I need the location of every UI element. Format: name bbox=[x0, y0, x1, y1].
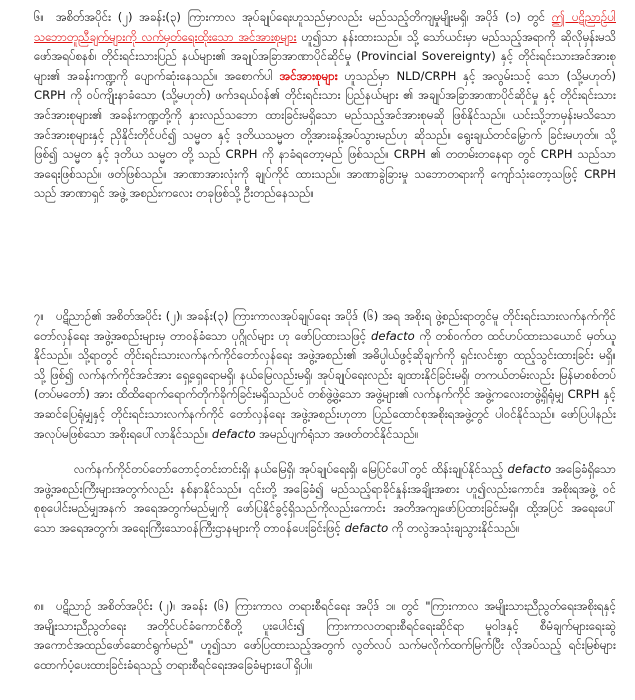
text-run: ဟူသည်မှာ NLD/CRPH နှင့် အလွမ်းသင့် သော (သို့မဟုတ်) CRPH ကို ဝပ်ကျိုးနာခံသော (သို့မဟုတ်) ဖက်ဒရယ်ဝန်၏ တိုင်းရင်းသား ပြည်နယ်များ ၏ အချုပ်အခြာအာဏာပိုင်ဆိုင်မှု နှင့် တိုင်းရင်းသားအင်အားစုများ၏ အခန်းကဏ္ဍတို့ကို နှားလည်သဘော ထားခြင်းမရှိသော မည်သည့်အင်အားစုမဆို ဖြစ်နိုင်သည်။ ယင်းသို့ဘာမှန်းမသိသော အင်အားစုများနှင့် ညှိနိုင်းတိုင်ပင်၍ သမ္မတ နှင့် ဒုတိယသမ္မတ တို့အားခန့်အပ်သွားမည်ဟု ဆိုသည်။ ရွေးချယ်တင်မြှောက် ခြင်းမဟုတ်။ သို့ဖြစ်၍ သမ္မတ နှင့် ဒုတိယ သမ္မတ တို့ သည် CRPH ကို နာခံရတော့မည် ဖြစ်သည်။ CRPH ၏ တတမ်းတနေရာ တွင် CRPH သည်သာ အရေးဖြစ်သည်။ ဖတ်ဖြစ်သည်။ အာဏာအားလုံးကို ချုပ်ကိုင် ထားသည်။ အာဏာခွဲခြားမှု သဘောတရားကို ကျော်သုံးတော့သဖြင့် CRPH သည် အာဏာရှင် အဖွဲ့ အစည်းကလေး တခုဖြစ်သို့ ဦးတည်နေသည်။ bbox=[34, 68, 616, 201]
paragraph-6 bbox=[34, 8, 616, 204]
text-run: ပဋိညာဉ် အစိတ်အပိုင်း (၂)၊ အခန်း (၆) ကြားကာလ တရားစီရင်ရေး အပိုဒ် ၁။ တွင် "ကြားကာလ အမျိုးသားညီညွတ်ရေးအစိုးရနှင့် အမျိုးသားညီညွတ်ရေး အတိုင်ပင်ခံကောင်စီတို့ ပူးပေါင်း၍ ကြားကာလတရားစီရင်ရေးဆိုင်ရာ မူဝါဒနှင့် စီမံချက်များရေးဆွဲအကောင်အထည်ဖော်ဆောင်ရွက်မည်" ဟူ၍သာ ဖော်ပြထားသည့်အတွက် လွတ်လပ် သက်မလိုက်ထက်မြက်ပြီး လိုအပ်သည့် ရင်းမြစ်များ ထောက်ပံ့ပေးထားခြင်းခံရသည့် တရားစီရင်ရေးအခြေခံများပေါ်ရှိပါ။ bbox=[34, 599, 616, 672]
text-run: အမည်ပျက်ရုံသာ အဖတ်တင်နိုင်သည်။ bbox=[255, 426, 419, 441]
text-run: လက်နက်ကိုင်တပ်တော်တောင့်တင်းတင်းရှိ၊ နယ်မြေရှိ၊ အုပ်ချုပ်ရေးရှိ၊ မြေပြင်ပေါ်တွင် ထိန်းချုပ်နိုင်သည့် bbox=[74, 462, 508, 476]
text-run: ပဋိညာဉ်၏ အစိတ်အပိုင်း (၂)၊ အခန်း(၃) ကြားကာလအုပ်ချုပ်ရေး အပိုဒ် (၆) အရ အစိုးရ ဖွဲ့စည်းရာတွင်မူ တိုင်းရင်းသားလက်နက်ကိုင်တော်လှန်ရေး အဖွဲ့အစည်းများမှ တာဝန်ခံသော ပုဂ္ဂိုလ်များ ဟု ဖော်ပြထားသဖြင့် bbox=[34, 309, 616, 343]
paragraph-8 bbox=[34, 597, 616, 700]
highlighted-text: ဤ ပဋိညာဉ်ပါ သဘောတူညီချက်များကို လက်မှတ်ရေးထိုးသော အင်အားစုများ bbox=[34, 10, 616, 44]
paragraph-body bbox=[34, 599, 616, 672]
paragraph-7-continued bbox=[34, 460, 616, 538]
highlighted-text: defacto bbox=[507, 462, 552, 476]
text-run: အခြေခံရှိသော အဖွဲ့အစည်းကြီးများအတွက်လည်း နစ်နာနိုင်သည်။ ၎င်းတို့ အခြေခံ၍ မည်သည့်ရာခိုင်နှုန်းအချိုးအစား ဟူ၍လည်းကောင်း၊ အစိုးရအဖွဲ့ ဝင် စုစုပေါင်းမည်မျှအနက် အရေအတွက်မည်မျှကို ဖော်ပြနိုင်ခွင့်ရှိသည်ကိုလည်းကောင်း အတိအကျဖော်ပြထားခြင်းမရှိ။ ထို့အပြင် အရေးပေါ်သော အရေအတွက်၊ အရေးကြီးသောဝန်ကြီးဌာနများကို တာဝန်ပေးခြင်းဖြင့် bbox=[34, 462, 616, 535]
highlighted-text: အင်အားစုများ bbox=[279, 68, 338, 83]
text-run: ကို တလွဲအသုံးချသွားနိုင်သည်။ bbox=[388, 520, 520, 535]
text-run: ကို တစ်ဝက်တ ထင်ဟပ်ထားသယောင် မှတ်ယူနိုင်သည်။ သို့ရာတွင် တိုင်းရင်းသားလက်နက်ကိုင်တော်လှန်ရေး အဖွဲ့အစည်း၏ အဓိပ္ပါယ်ဖွင့်ဆိုချက်ကို ရှင်းလင်းစွာ ထည့်သွင်းထားခြင်း မရှိ။ သို့ ဖြစ်၍ လက်နက်ကိုင်အင်အား ရှေ့ရှေရောမရှိ၊ နယ်မြေလည်းမရှိ၊ အုပ်ချုပ်ရေးလည်း ချထားနိုင်ခြင်းမရှိ၊ တကယ်တမ်းလည်း မြန်မာစစ်တပ် (တပ်မတော်) အား ထိထိရောက်ရောက်တိုက်ခိုက်ခြင်းမရှိသည်ပင် တစ်ဖွဲ့ဖွဲ့သော အဖွဲ့များ၏ လက်နက်ကိုင် အဖွဲ့ကလေးတဖွဲ့ရှိရုံမျှ CRPH နှင့် အဆင်ပြေရုံမျှနှင့် တိုင်းရင်းသားလက်နက်ကိုင် တော်လှန်ရေး အဖွဲ့အစည်းဟုတာ ပြည်ထောင်စုအစိုးရအဖွဲ့တွင် ပါဝင်နိုင်သည်။ ဖော်ပြပါနည်း အလုပ်မဖြစ်သော အစိုးရပေါ်လာနိုင်သည်။ bbox=[34, 328, 616, 441]
paragraph-number: ၆။ bbox=[34, 10, 45, 24]
paragraph-body bbox=[34, 462, 616, 535]
paragraph-body bbox=[34, 309, 616, 441]
paragraph-number: ၇။ bbox=[34, 309, 45, 323]
highlighted-text: defacto bbox=[344, 520, 389, 535]
paragraph-number: ၈။ bbox=[34, 599, 45, 613]
highlighted-text: defacto bbox=[211, 426, 256, 441]
text-run: ဟူ၍သာ နန်းထားသည်။ သို့ သော်ယင်းမှာ မည်သည့်အရာကို ဆိုလိုမှန်းမသိ ဖော်အရပ်စနစ်၊ တိုင်းရင်းသားပြည် နယ်များ၏ အချုပ်အခြာအာဏာပိုင်ဆိုင်မှု (Provincial Sovereignty) နှင့် တိုင်းရင်းသားအင်အားစုများ၏ အခန်းကဏ္ဍကို ပျောက်ဆုံးနေသည်။ အစောက်ပါ bbox=[34, 29, 616, 83]
text-run: အစိတ်အပိုင်း (၂) အခန်း(၃) ကြားကာလ အုပ်ချုပ်ရေးဟူသည်မှာလည်း မည်သည့်တိကျမှုမျိုးမရှိ၊ အပိုဒ် (၁) တွင် bbox=[56, 10, 552, 24]
paragraph-body bbox=[34, 10, 616, 200]
highlighted-text: defacto bbox=[371, 328, 415, 343]
paragraph-7 bbox=[34, 307, 616, 444]
